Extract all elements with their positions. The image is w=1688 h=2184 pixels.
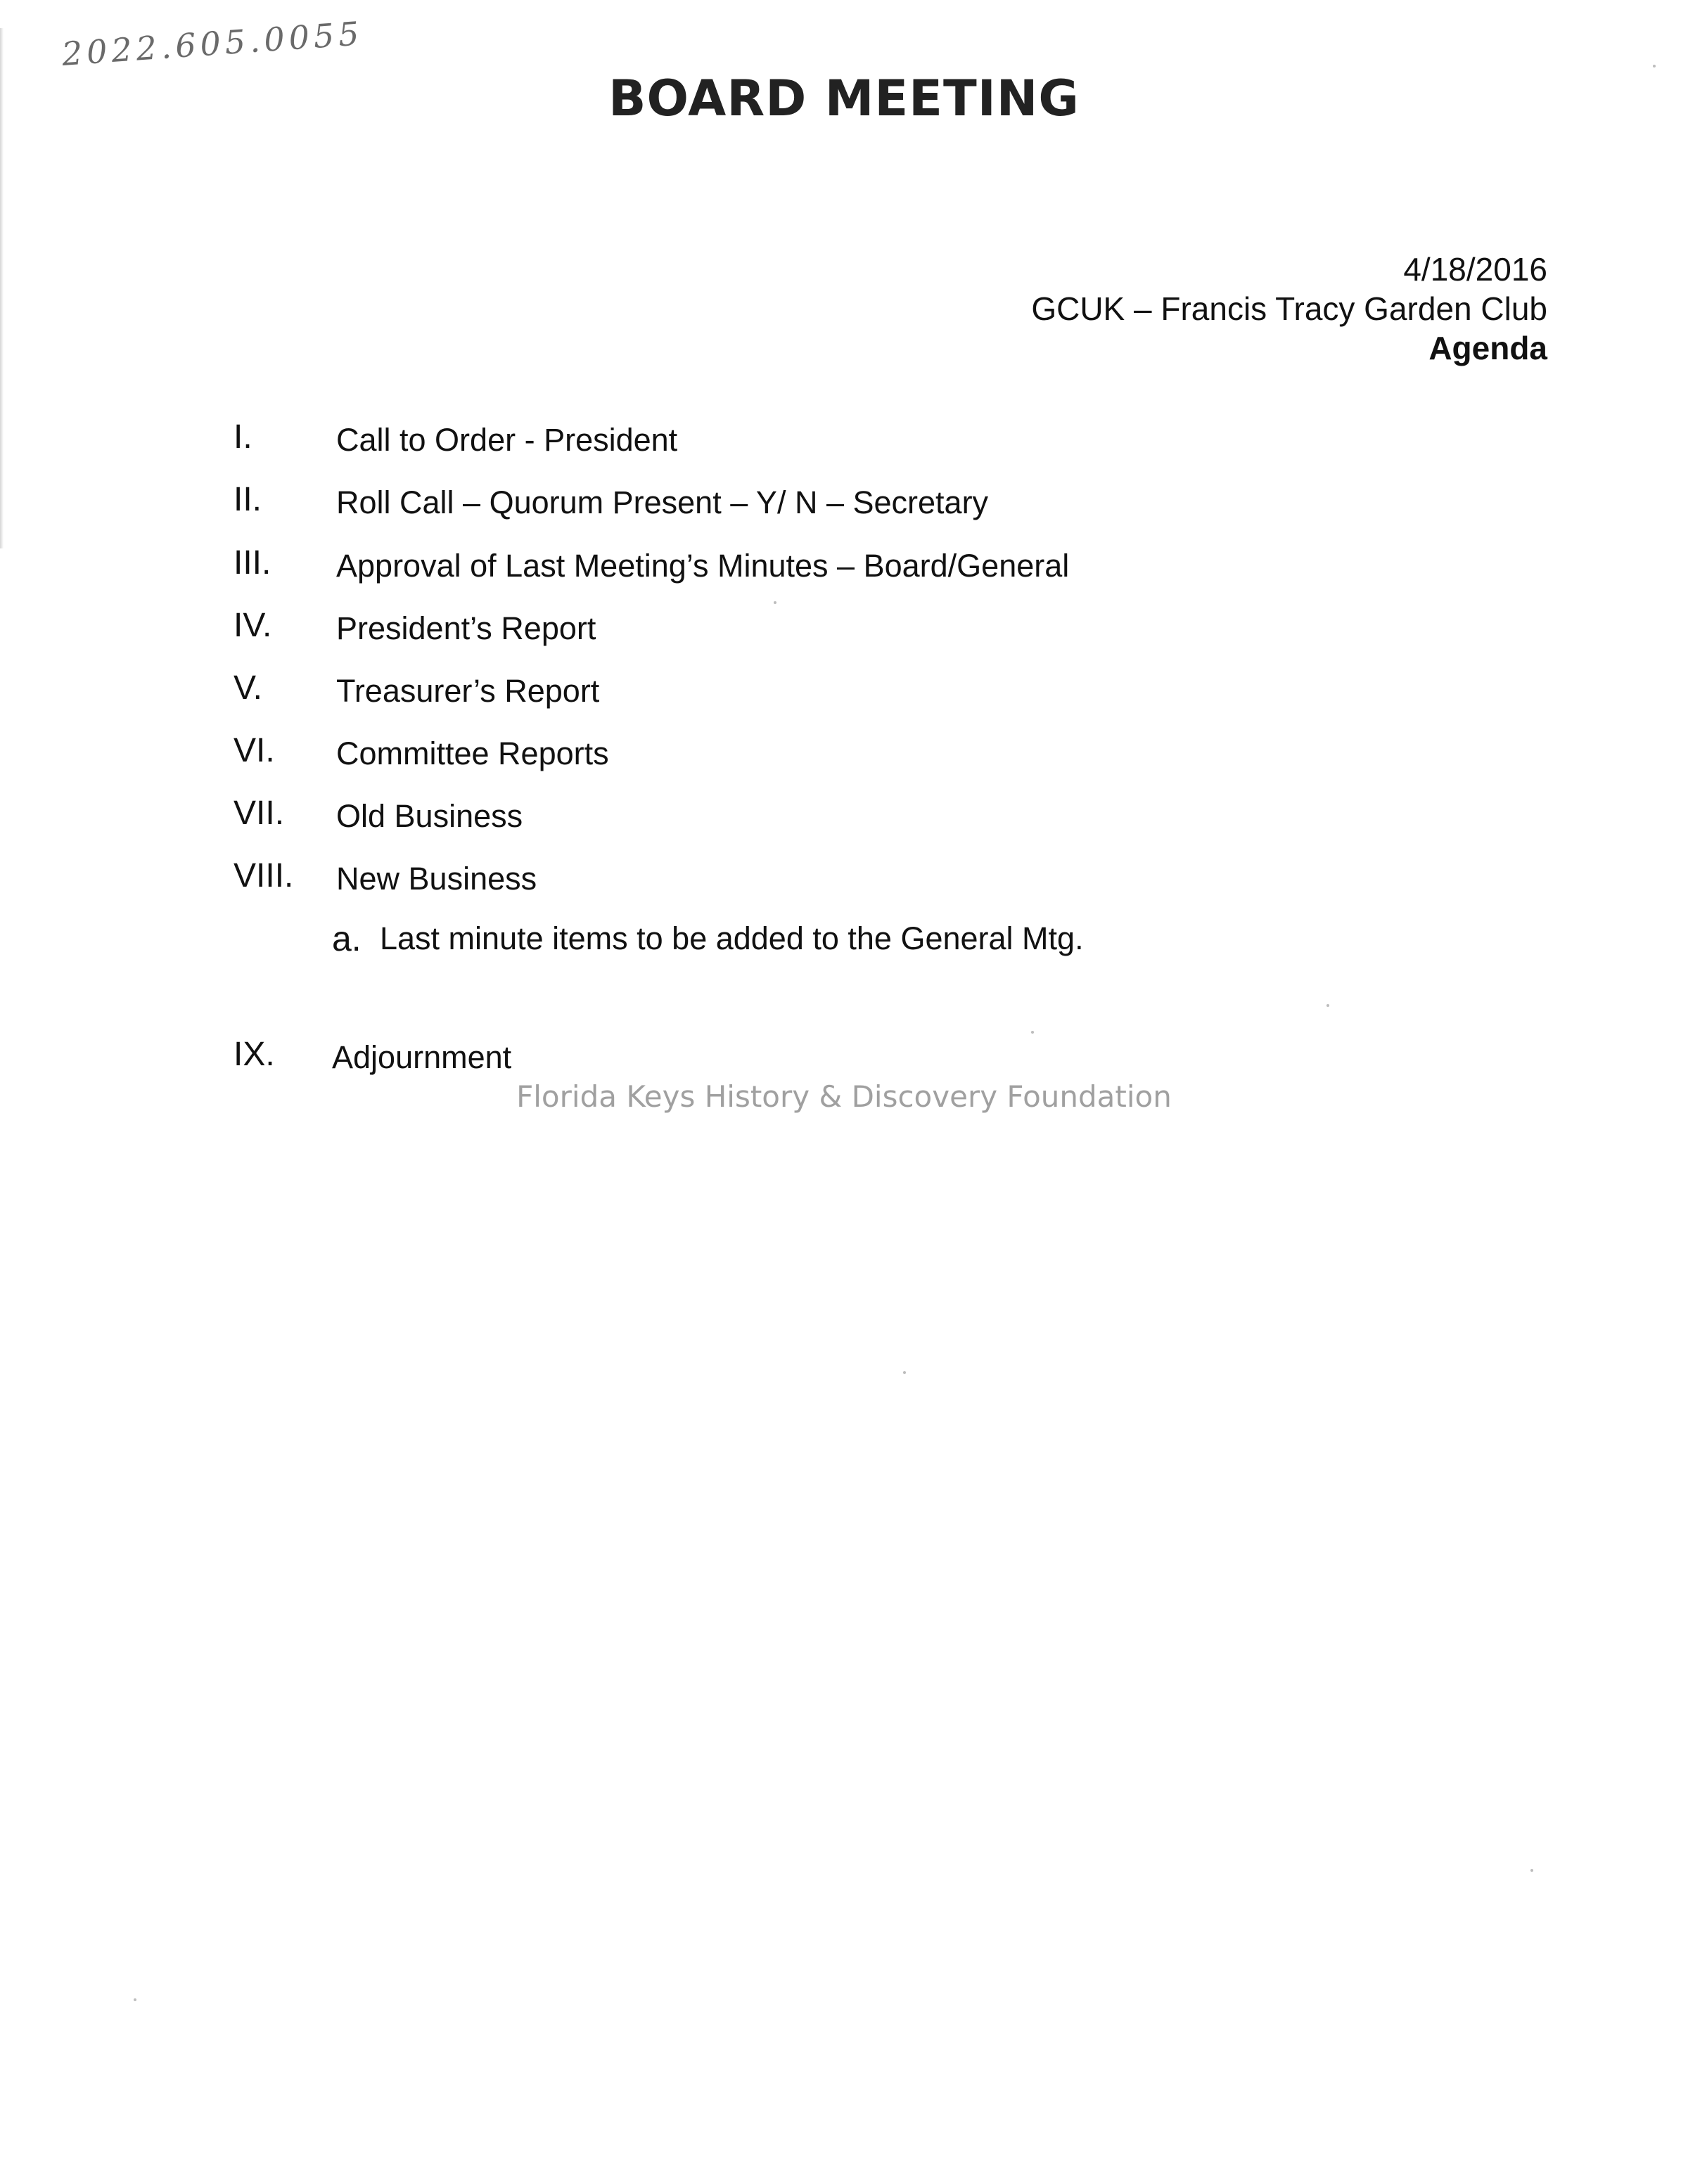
agenda-item-numeral: II.: [234, 481, 262, 518]
scan-speck: [774, 601, 776, 604]
handwritten-accession-number: 2022.605.0055: [60, 14, 365, 73]
agenda-item-text: Adjournment: [332, 1039, 512, 1075]
scan-speck: [1326, 1004, 1329, 1007]
agenda-item-numeral: I.: [234, 418, 252, 456]
agenda-item-numeral: V.: [234, 669, 262, 707]
agenda-item-numeral: IX.: [234, 1036, 275, 1073]
scan-speck: [1653, 65, 1656, 68]
agenda-sub-item-marker: a.: [332, 919, 362, 958]
agenda-item-numeral: VIII.: [234, 857, 294, 894]
agenda-item-text: Call to Order - President: [336, 422, 678, 458]
agenda-item-text: Roll Call – Quorum Present – Y/ N – Secretary: [336, 484, 989, 520]
agenda-item-numeral: VI.: [234, 732, 275, 769]
scan-speck: [1530, 1869, 1533, 1872]
agenda-item-text: Committee Reports: [336, 736, 609, 771]
agenda-item-text: New Business: [336, 861, 537, 897]
agenda-item-numeral: VII.: [234, 795, 285, 832]
page-title: BOARD MEETING: [608, 70, 1080, 127]
scan-speck: [903, 1371, 906, 1374]
meeting-date: 4/18/2016: [1403, 251, 1547, 288]
agenda-item-text: President’s Report: [336, 610, 596, 646]
agenda-item-numeral: III.: [234, 544, 271, 582]
agenda-item-text: Treasurer’s Report: [336, 673, 600, 709]
scan-speck: [134, 1998, 136, 2001]
agenda-item-text: Old Business: [336, 798, 523, 834]
agenda-label: Agenda: [1428, 330, 1547, 366]
agenda-item-numeral: IV.: [234, 607, 272, 644]
organization-name: GCUK – Francis Tracy Garden Club: [1031, 290, 1547, 327]
agenda-sub-item-text: Last minute items to be added to the General Mtg.: [380, 920, 1084, 956]
watermark: Florida Keys History & Discovery Foundation: [516, 1079, 1172, 1114]
agenda-item-text: Approval of Last Meeting’s Minutes – Board/General: [336, 548, 1070, 584]
scan-speck: [1031, 1031, 1034, 1034]
